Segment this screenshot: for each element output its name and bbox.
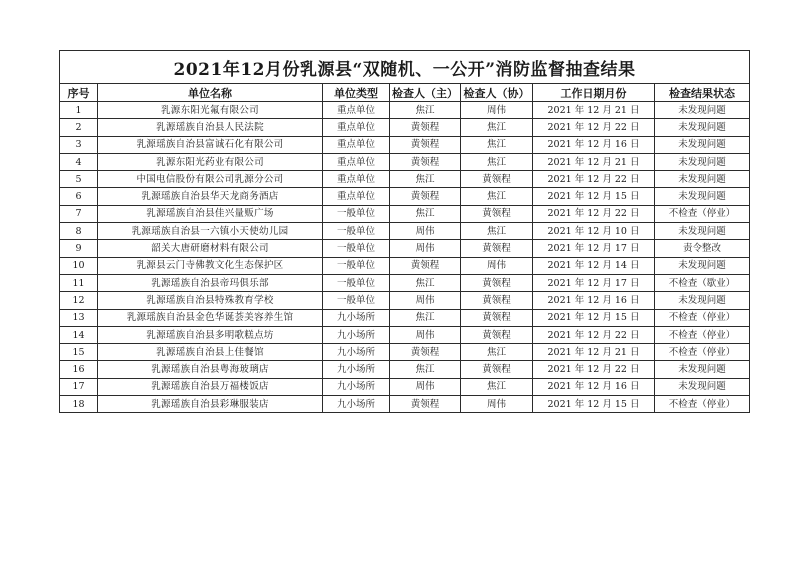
- cell-inspector-main: 黄领程: [390, 136, 461, 153]
- cell-status: 责令整改: [655, 240, 750, 257]
- table-row: [60, 153, 750, 170]
- table-body: [60, 102, 750, 413]
- header-name: 单位名称: [98, 84, 323, 102]
- cell-type: 重点单位: [323, 136, 390, 153]
- cell-inspector-assist: 黄领程: [461, 292, 533, 309]
- cell-inspector-assist: 黄领程: [461, 171, 533, 188]
- cell-status: 未发现问题: [655, 292, 750, 309]
- cell-date: 2021 年 12 月 21 日: [533, 153, 655, 170]
- cell-inspector-main: 黄领程: [390, 153, 461, 170]
- cell-inspector-assist: 焦江: [461, 188, 533, 205]
- header-type: 单位类型: [323, 84, 390, 102]
- table-row: [60, 188, 750, 205]
- cell-status: 未发现问题: [655, 257, 750, 274]
- cell-type: 一般单位: [323, 223, 390, 240]
- cell-inspector-main: 焦江: [390, 102, 461, 119]
- cell-date: 2021 年 12 月 17 日: [533, 274, 655, 291]
- cell-inspector-assist: 周伟: [461, 102, 533, 119]
- cell-inspector-main: 黄领程: [390, 396, 461, 413]
- cell-inspector-assist: 黄领程: [461, 309, 533, 326]
- header-index: 序号: [60, 84, 98, 102]
- cell-inspector-main: 周伟: [390, 223, 461, 240]
- cell-inspector-main: 焦江: [390, 361, 461, 378]
- table-row: [60, 274, 750, 291]
- cell-inspector-main: 黄领程: [390, 119, 461, 136]
- cell-status: 未发现问题: [655, 171, 750, 188]
- header-inspector-assist: 检查人（协）: [461, 84, 533, 102]
- cell-type: 重点单位: [323, 171, 390, 188]
- cell-type: 一般单位: [323, 257, 390, 274]
- cell-name: 乳源瑶族自治县金色华诞荟美容养生馆: [98, 309, 323, 326]
- cell-status: 未发现问题: [655, 361, 750, 378]
- cell-name: 韶关大唐研磨材料有限公司: [98, 240, 323, 257]
- cell-inspector-assist: 焦江: [461, 153, 533, 170]
- cell-date: 2021 年 12 月 16 日: [533, 136, 655, 153]
- cell-name: 乳源瑶族自治县彩琳服装店: [98, 396, 323, 413]
- cell-name: 乳源县云门寺佛教文化生态保护区: [98, 257, 323, 274]
- cell-inspector-assist: 周伟: [461, 396, 533, 413]
- cell-index: 6: [60, 188, 98, 205]
- cell-date: 2021 年 12 月 22 日: [533, 119, 655, 136]
- cell-name: 乳源东阳光药业有限公司: [98, 153, 323, 170]
- table-row: [60, 205, 750, 222]
- cell-index: 11: [60, 274, 98, 291]
- cell-date: 2021 年 12 月 10 日: [533, 223, 655, 240]
- cell-index: 17: [60, 378, 98, 395]
- cell-index: 4: [60, 153, 98, 170]
- cell-inspector-assist: 焦江: [461, 136, 533, 153]
- cell-index: 10: [60, 257, 98, 274]
- table-row: [60, 240, 750, 257]
- cell-date: 2021 年 12 月 17 日: [533, 240, 655, 257]
- cell-date: 2021 年 12 月 15 日: [533, 309, 655, 326]
- cell-status: 未发现问题: [655, 136, 750, 153]
- cell-inspector-assist: 焦江: [461, 378, 533, 395]
- cell-inspector-main: 周伟: [390, 292, 461, 309]
- table-row: [60, 136, 750, 153]
- cell-name: 乳源瑶族自治县一六镇小天使幼儿园: [98, 223, 323, 240]
- cell-inspector-main: 周伟: [390, 240, 461, 257]
- cell-name: 乳源瑶族自治县粤海玻璃店: [98, 361, 323, 378]
- table-row: [60, 309, 750, 326]
- table-row: [60, 257, 750, 274]
- table-row: [60, 292, 750, 309]
- cell-status: 未发现问题: [655, 378, 750, 395]
- table-row: [60, 223, 750, 240]
- cell-date: 2021 年 12 月 16 日: [533, 378, 655, 395]
- cell-type: 九小场所: [323, 378, 390, 395]
- cell-type: 重点单位: [323, 119, 390, 136]
- cell-date: 2021 年 12 月 21 日: [533, 344, 655, 361]
- header-row: [60, 84, 750, 102]
- cell-status: 未发现问题: [655, 188, 750, 205]
- table-row: [60, 171, 750, 188]
- table-row: [60, 102, 750, 119]
- cell-inspector-assist: 焦江: [461, 223, 533, 240]
- table-row: [60, 378, 750, 395]
- cell-status: 不检查（停业）: [655, 396, 750, 413]
- cell-type: 重点单位: [323, 188, 390, 205]
- cell-date: 2021 年 12 月 21 日: [533, 102, 655, 119]
- cell-index: 7: [60, 205, 98, 222]
- cell-name: 乳源瑶族自治县佳兴量贩广场: [98, 205, 323, 222]
- cell-inspector-assist: 周伟: [461, 257, 533, 274]
- cell-type: 九小场所: [323, 344, 390, 361]
- cell-inspector-assist: 黄领程: [461, 240, 533, 257]
- cell-type: 九小场所: [323, 326, 390, 343]
- cell-index: 9: [60, 240, 98, 257]
- cell-status: 未发现问题: [655, 119, 750, 136]
- cell-date: 2021 年 12 月 22 日: [533, 326, 655, 343]
- cell-index: 16: [60, 361, 98, 378]
- cell-name: 乳源瑶族自治县帝玛俱乐部: [98, 274, 323, 291]
- cell-inspector-assist: 黄领程: [461, 274, 533, 291]
- cell-type: 一般单位: [323, 292, 390, 309]
- cell-index: 12: [60, 292, 98, 309]
- cell-type: 一般单位: [323, 205, 390, 222]
- cell-name: 乳源瑶族自治县万福楼饭店: [98, 378, 323, 395]
- inspection-results-table: [59, 50, 750, 413]
- cell-date: 2021 年 12 月 15 日: [533, 188, 655, 205]
- table-row: [60, 361, 750, 378]
- cell-inspector-main: 黄领程: [390, 257, 461, 274]
- cell-inspector-main: 焦江: [390, 274, 461, 291]
- table-row: [60, 396, 750, 413]
- cell-type: 一般单位: [323, 240, 390, 257]
- cell-index: 1: [60, 102, 98, 119]
- cell-status: 未发现问题: [655, 223, 750, 240]
- table-row: [60, 119, 750, 136]
- cell-index: 15: [60, 344, 98, 361]
- title-row: [60, 51, 750, 84]
- document-title: 2021年12月份乳源县“双随机、一公开”消防监督抽查结果: [60, 51, 750, 84]
- cell-inspector-main: 周伟: [390, 326, 461, 343]
- cell-name: 乳源瑶族自治县多明歌糕点坊: [98, 326, 323, 343]
- cell-name: 乳源瑶族自治县富诚石化有限公司: [98, 136, 323, 153]
- cell-date: 2021 年 12 月 14 日: [533, 257, 655, 274]
- cell-inspector-assist: 焦江: [461, 119, 533, 136]
- cell-inspector-main: 焦江: [390, 171, 461, 188]
- cell-date: 2021 年 12 月 22 日: [533, 361, 655, 378]
- cell-type: 九小场所: [323, 396, 390, 413]
- cell-inspector-assist: 黄领程: [461, 205, 533, 222]
- header-inspector-main: 检查人（主）: [390, 84, 461, 102]
- cell-index: 13: [60, 309, 98, 326]
- cell-index: 18: [60, 396, 98, 413]
- cell-status: 不检查（歇业）: [655, 274, 750, 291]
- cell-name: 乳源瑶族自治县人民法院: [98, 119, 323, 136]
- cell-inspector-main: 黄领程: [390, 344, 461, 361]
- cell-index: 5: [60, 171, 98, 188]
- cell-inspector-main: 焦江: [390, 205, 461, 222]
- cell-status: 未发现问题: [655, 102, 750, 119]
- cell-inspector-assist: 黄领程: [461, 361, 533, 378]
- cell-date: 2021 年 12 月 16 日: [533, 292, 655, 309]
- cell-status: 不检查（停业）: [655, 344, 750, 361]
- cell-name: 乳源瑶族自治县特殊教育学校: [98, 292, 323, 309]
- table-row: [60, 344, 750, 361]
- cell-type: 一般单位: [323, 274, 390, 291]
- cell-index: 8: [60, 223, 98, 240]
- header-status: 检查结果状态: [655, 84, 750, 102]
- cell-inspector-main: 焦江: [390, 309, 461, 326]
- cell-date: 2021 年 12 月 22 日: [533, 171, 655, 188]
- cell-inspector-main: 周伟: [390, 378, 461, 395]
- cell-name: 中国电信股份有限公司乳源分公司: [98, 171, 323, 188]
- cell-index: 3: [60, 136, 98, 153]
- cell-date: 2021 年 12 月 22 日: [533, 205, 655, 222]
- cell-inspector-assist: 焦江: [461, 344, 533, 361]
- cell-status: 不检查（停业）: [655, 326, 750, 343]
- cell-name: 乳源瑶族自治县上佳餐馆: [98, 344, 323, 361]
- cell-status: 不检查（停业）: [655, 309, 750, 326]
- cell-index: 2: [60, 119, 98, 136]
- cell-date: 2021 年 12 月 15 日: [533, 396, 655, 413]
- cell-status: 未发现问题: [655, 153, 750, 170]
- cell-name: 乳源瑶族自治县华天龙商务酒店: [98, 188, 323, 205]
- cell-name: 乳源东阳光氟有限公司: [98, 102, 323, 119]
- cell-inspector-assist: 黄领程: [461, 326, 533, 343]
- cell-type: 重点单位: [323, 153, 390, 170]
- cell-index: 14: [60, 326, 98, 343]
- cell-type: 九小场所: [323, 309, 390, 326]
- cell-inspector-main: 黄领程: [390, 188, 461, 205]
- cell-type: 九小场所: [323, 361, 390, 378]
- cell-status: 不检查（停业）: [655, 205, 750, 222]
- cell-type: 重点单位: [323, 102, 390, 119]
- table-row: [60, 326, 750, 343]
- header-date: 工作日期月份: [533, 84, 655, 102]
